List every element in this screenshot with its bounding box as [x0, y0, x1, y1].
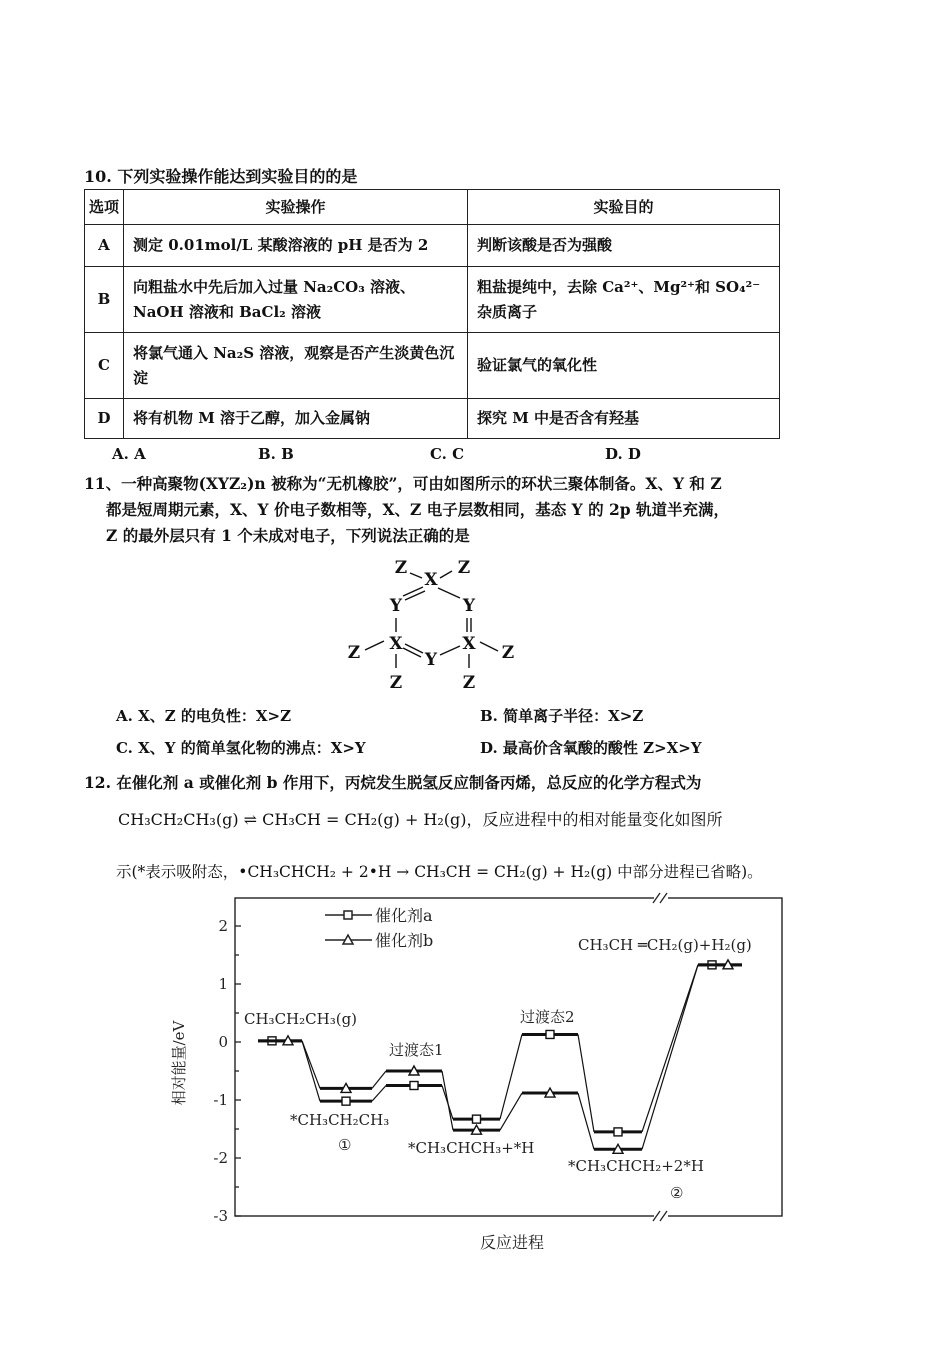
q10-choice-b[interactable]: B. B	[258, 445, 294, 463]
legend-label-a: 催化剂a	[375, 906, 433, 925]
q11-line-1: 11、一种高聚物(XYZ₂)n 被称为“无机橡胶”，可由如图所示的环状三聚体制备。X、Y 和 Z	[84, 474, 722, 493]
struct-z: Z	[347, 643, 361, 663]
q11-choice-a[interactable]: A. X、Z 的电负性：X>Z	[116, 707, 292, 725]
series-catalyst-a	[258, 961, 742, 1136]
row-option: B	[85, 267, 124, 333]
label-propane-gas: CH₃CH₂CH₃(g)	[244, 1010, 358, 1028]
q11-line-3: Z 的最外层只有 1 个未成对电子，下列说法正确的是	[106, 526, 470, 545]
table-row	[85, 267, 780, 333]
q10-title: 10. 下列实验操作能达到实验目的的是	[84, 167, 358, 186]
square-marker	[614, 1128, 622, 1136]
table-row	[85, 225, 780, 267]
row-operation: 向粗盐水中先后加入过量 Na₂CO₃ 溶液、NaOH 溶液和 BaCl₂ 溶液	[124, 267, 468, 333]
label-transition-state-2: 过渡态2	[520, 1008, 575, 1026]
label-intermediate-2: *CH₃CHCH₃+*H	[408, 1139, 535, 1157]
table-header-row	[85, 190, 780, 225]
legend	[325, 911, 372, 944]
energy-connector	[578, 1034, 594, 1131]
square-marker	[473, 1115, 481, 1123]
q11-choice-b[interactable]: B. 简单离子半径：X>Z	[480, 707, 644, 725]
struct-z: Z	[457, 558, 471, 578]
energy-connector	[302, 1041, 320, 1101]
struct-x: X	[389, 634, 403, 654]
y-axis-label: 相对能量/eV	[170, 1020, 188, 1106]
x-axis-label: 反应进程	[479, 1233, 545, 1252]
q11-structure-diagram	[330, 555, 530, 695]
struct-z: Z	[389, 673, 403, 693]
q10-choice-c[interactable]: C. C	[430, 445, 465, 463]
energy-connector	[578, 1093, 594, 1149]
y-tick-label: -1	[213, 1091, 228, 1109]
struct-x: X	[424, 570, 438, 590]
header-option: 选项	[85, 190, 124, 225]
y-tick-label: -3	[213, 1207, 228, 1225]
row-option: D	[85, 399, 124, 439]
energy-connector	[372, 1086, 386, 1102]
label-transition-state-1: 过渡态1	[389, 1041, 444, 1059]
struct-y: Y	[424, 650, 438, 670]
row-goal: 粗盐提纯中，去除 Ca²⁺、Mg²⁺和 SO₄²⁻ 杂质离子	[468, 267, 780, 333]
struct-x: X	[462, 634, 476, 654]
label-circle-1: ①	[338, 1136, 352, 1154]
y-tick-label: 2	[218, 917, 228, 935]
q10-choice-a[interactable]: A. A	[112, 445, 146, 463]
header-goal: 实验目的	[468, 190, 780, 225]
energy-profile-chart	[160, 888, 800, 1263]
energy-connector	[302, 1041, 320, 1089]
struct-y: Y	[462, 596, 476, 616]
table-row	[85, 399, 780, 439]
label-adsorbed-propane: *CH₃CH₂CH₃	[290, 1111, 390, 1129]
square-marker	[410, 1082, 418, 1090]
square-marker	[546, 1030, 554, 1038]
legend-square-marker	[344, 911, 352, 919]
energy-connector	[372, 1071, 386, 1088]
row-goal: 验证氯气的氧化性	[468, 333, 780, 399]
q10-table	[84, 189, 780, 439]
row-goal: 探究 M 中是否含有羟基	[468, 399, 780, 439]
row-option: C	[85, 333, 124, 399]
struct-z: Z	[501, 643, 515, 663]
energy-connector	[642, 965, 698, 1132]
energy-connector	[500, 1093, 522, 1130]
q12-line-1: 12. 在催化剂 a 或催化剂 b 作用下，丙烷发生脱氢反应制备丙烯，总反应的化学方程式为	[84, 773, 702, 792]
row-option: A	[85, 225, 124, 267]
row-operation: 测定 0.01mol/L 某酸溶液的 pH 是否为 2	[124, 225, 468, 267]
square-marker	[342, 1097, 350, 1105]
table-row	[85, 333, 780, 399]
row-operation: 将有机物 M 溶于乙醇，加入金属钠	[124, 399, 468, 439]
y-tick-label: 1	[218, 975, 228, 993]
row-operation: 将氯气通入 Na₂S 溶液，观察是否产生淡黄色沉淀	[124, 333, 468, 399]
label-circle-2: ②	[670, 1184, 684, 1202]
y-tick-label: -2	[213, 1149, 228, 1167]
label-products: CH₃CH ═CH₂(g)+H₂(g)	[578, 936, 752, 954]
q10-choice-d[interactable]: D. D	[605, 445, 641, 463]
q11-line-2: 都是短周期元素，X、Y 价电子数相等，X、Z 电子层数相同，基态 Y 的 2p 轨道半充满，	[106, 500, 729, 519]
struct-z: Z	[394, 558, 408, 578]
header-operation: 实验操作	[124, 190, 468, 225]
q11-choice-d[interactable]: D. 最高价含氧酸的酸性 Z>X>Y	[480, 739, 702, 757]
label-intermediate-3: *CH₃CHCH₂+2*H	[568, 1157, 704, 1175]
struct-z: Z	[462, 673, 476, 693]
q12-equation-line: CH₃CH₂CH₃(g) ⇌ CH₃CH = CH₂(g) + H₂(g)，反应进程中的相对能量变化如图所	[118, 810, 723, 829]
row-goal: 判断该酸是否为强酸	[468, 225, 780, 267]
energy-connector	[442, 1071, 453, 1130]
energy-connector	[642, 965, 698, 1149]
legend-label-b: 催化剂b	[375, 931, 434, 950]
y-tick-label: 0	[218, 1033, 228, 1051]
struct-y: Y	[389, 596, 403, 616]
q11-choice-c[interactable]: C. X、Y 的简单氢化物的沸点：X>Y	[116, 739, 366, 757]
energy-connector	[500, 1034, 522, 1119]
q12-line-3: 示(*表示吸附态，•CH₃CHCH₂ + 2•H → CH₃CH = CH₂(g) + H₂(g) 中部分进程已省略)。	[116, 863, 763, 881]
